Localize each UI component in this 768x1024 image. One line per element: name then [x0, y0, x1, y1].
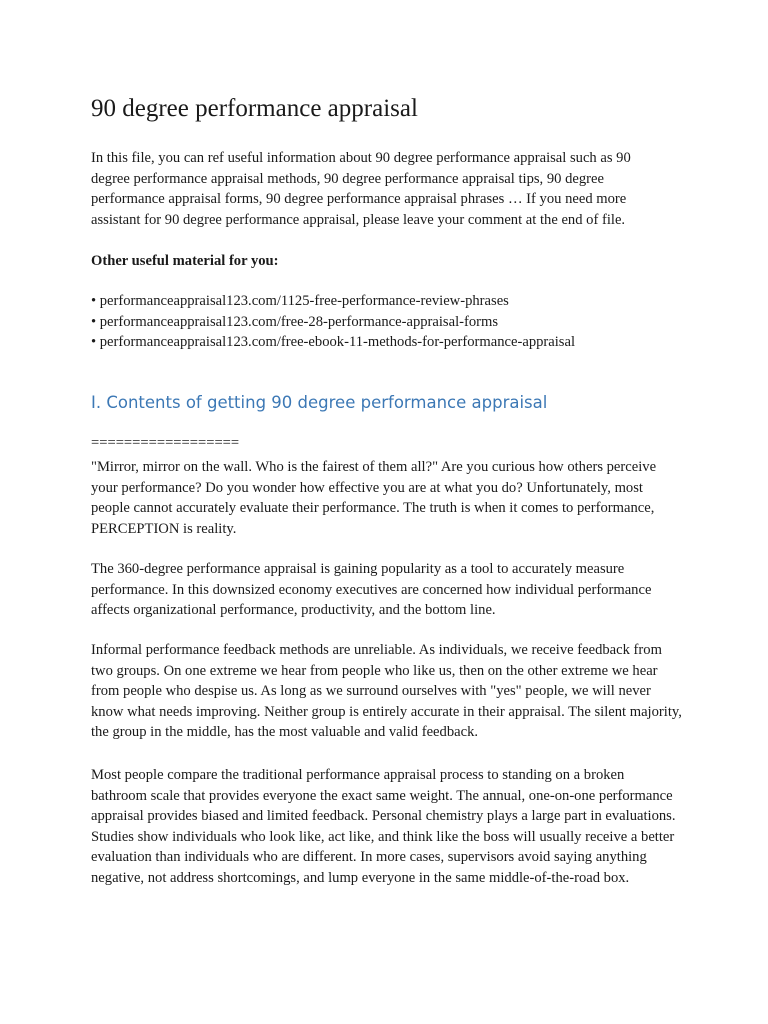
separator-line: ==================: [91, 435, 240, 451]
body-paragraph: Most people compare the traditional performance appraisal process to standing on a broken bathroom scale that provides everyone the exact same weight. The annual, one-on-one performance appraisal provides biased and limited feedback. Personal chemistry plays a large part in evaluations. Studies show individuals who look like, act like, and think like the boss will usually receive a better evaluation than individuals who are different. In more cases, supervisors avoid saying anything negative, not address shortcomings, and lump everyone in the same middle-of-the-road box.: [91, 767, 676, 886]
useful-link-item[interactable]: • performanceappraisal123.com/free-ebook-11-methods-for-performance-appraisal: [91, 334, 576, 350]
section-heading: I. Contents of getting 90 degree performance appraisal: [91, 393, 548, 412]
intro-paragraph: In this file, you can ref useful information about 90 degree performance appraisal such as 90 degree performance appraisal methods, 90 degree performance appraisal tips, 90 degree performance appraisal forms, 90 degree performance appraisal phrases … If you need more assistant for 90 degree performance appraisal, please leave your comment at the end of file.: [91, 150, 631, 228]
useful-links-list: [91, 291, 575, 353]
useful-link-item[interactable]: • performanceappraisal123.com/1125-free-performance-review-phrases: [91, 293, 509, 309]
body-paragraph: Informal performance feedback methods are unreliable. As individuals, we receive feedback from two groups. On one extreme we hear from people who like us, then on the other extreme we hear from people who despise us. As long as we surround ourselves with "yes" people, we will never know what needs improving. Neither group is entirely accurate in their appraisal. The silent majority, the group in the middle, has the most valuable and valid feedback.: [91, 642, 682, 740]
body-paragraph: The 360-degree performance appraisal is gaining popularity as a tool to accurately measure performance. In this downsized economy executives are concerned how individual performance affects organizational performance, productivity, and the bottom line.: [91, 561, 652, 618]
useful-material-heading: Other useful material for you:: [91, 253, 279, 269]
body-paragraph: "Mirror, mirror on the wall. Who is the fairest of them all?" Are you curious how others perceive your performance? Do you wonder how effective you are at what you do? Unfortunately, most people cannot accurately evaluate their performance. The truth is when it comes to performance, PERCEPTION is reality.: [91, 459, 657, 537]
document-title: 90 degree performance appraisal: [91, 95, 418, 122]
useful-link-item[interactable]: • performanceappraisal123.com/free-28-performance-appraisal-forms: [91, 313, 499, 330]
